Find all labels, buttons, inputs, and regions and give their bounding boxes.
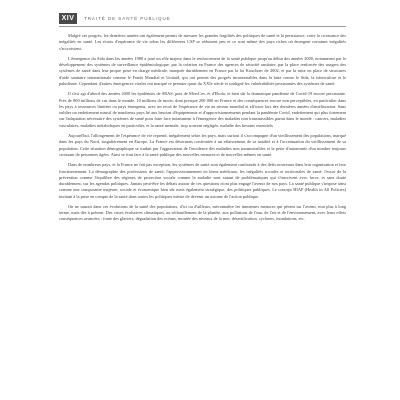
paragraph: Malgré ces progrès, les dernières années ont également permis de mesurer les grandes fragilités des politiques de santé et la persistance, voire la croissance des inégalités en santé. Les écarts d'espérance de vie selon les différentes CSP se réduisent peu et ce sont même des pays riches où émergent certaines inégalités s'accroissent. — [59, 33, 346, 51]
header-divider — [59, 26, 346, 27]
chapter-number-badge: XIV — [59, 13, 77, 24]
paragraph: Il s'est agi d'abord des années 2000 les épidémies de SRAS, puis de MersCov, et d'Ebola, et bien sûr la dramatique pandémie de Covid-19 encore persistante. Près de 800 millions de cas dans le monde, 10 millions de morts, dont presque 200 000 en France et des conséquences encore non perceptibles, en particulier dans les pays à ressources limitées ou pays émergents, avec un recul de l'espérance de vie au niveau mondial et efficace lors des dernières années d'amélioration. Sans oublier un endettement massif de nombreux pays lié aux besoins d'équipements et d'approvisionnements pendant la pandémie Covid, endettement qui plus fortement sur l'adaptation nécessaire des systèmes de santé pour faire face notamment à l'émergence des maladies non transmissibles parmi dans le monde : cancers, maladies vasculaires, maladies métaboliques en particulier, et la santé mentale, trop souvent négligée, maladie des besoins essentiels. — [59, 91, 346, 128]
paragraph: L'émergence du Sida dans les années 1980 a joué un rôle majeur dans le renforcement de la santé publique jusqu'au début des années 2000, notamment par le développement des systèmes de surveillance épidémiologique, par la création en France des agences de sécurité sanitaire, par la place renforcée des usagers des systèmes de santé dans leur propre prise en charge médicale, marquée durablement en France par la loi Kouchner de 2002, et par la mise en place de structures d'aide sanitaire internationale comme le Fonds Mondial et Unitaid, qui ont permis des progrès incontestables dans la lutte contre le Sida, la tuberculose et le paludisme. Cependant d'autres émergences virales ont marqué ce premier quart du XXIe siècle et souligné les vulnérabilités persistantes des systèmes de santé. — [59, 55, 346, 86]
paragraph: Aujourd'hui, l'allongement de l'espérance de vie reprend, inégalement selon les pays, mais surtout il s'accompagne d'un vieillissement des populations, marqué dans les pays du Nord, singulièrement en Europe. La France est désormais confrontée à un affaissement de sa natalité et à l'accentuation du vieillissement de sa population. Cette situation démographique se traduit par l'aggravation de l'incidence des maladies non transmissibles et la perte d'autonomie d'un nombre toujours croissant de personnes âgées. Ainsi se font face à la santé publique des nouvelles menaces et de nouvelles mêmes en santé. — [59, 133, 346, 157]
paragraph: Dans de nombreux pays, et la France ne fait pas exception, les systèmes de santé sont également confrontés à des défis nouveaux dans leur organisation et leur fonctionnement. La démographie des professions de santé, l'approvisionnement en biens médicaux, les inégalités sociales et territoriales de santé, l'essor de la prévention comme l'équilibre des régimes de protection sociale comme la maladie sont autant de problématiques qui s'inscrivent avec force, et sans doute durablement, sur les agendas politiques. Jamais peut-être les débats autour de ces questions n'ont plus engagé l'avenir de nos pays. La santé publique s'impose ainsi comme une composante majeure, sociale et économique bien sûr mais également stratégique, des politiques publiques. Le concept HIAP (Health in All Policies) invitant à la prise en compte de la santé dans toutes les politiques mérite de devenir un axiome de l'action publique. — [59, 162, 346, 199]
paragraph: On ne saurait dans ces évolutions de la santé des populations, d'ici ou d'ailleurs, méconnaître les immenses menaces qui pèsent sur l'avenir, non plus à long terme, mais dès à présent. Des crises évolutives climatiques, au réchauffement de la planète, aux pollutions de l'eau, de l'air et de l'environnement, avec leurs effets conséquences avancées : fonte des glaciers, dégradation des océans, montée des niveaux de la mer, désertification, cyclones, inondations, etc. — [59, 203, 346, 222]
body-text — [59, 33, 346, 227]
running-title: TRAITÉ DE SANTÉ PUBLIQUE — [84, 16, 171, 21]
